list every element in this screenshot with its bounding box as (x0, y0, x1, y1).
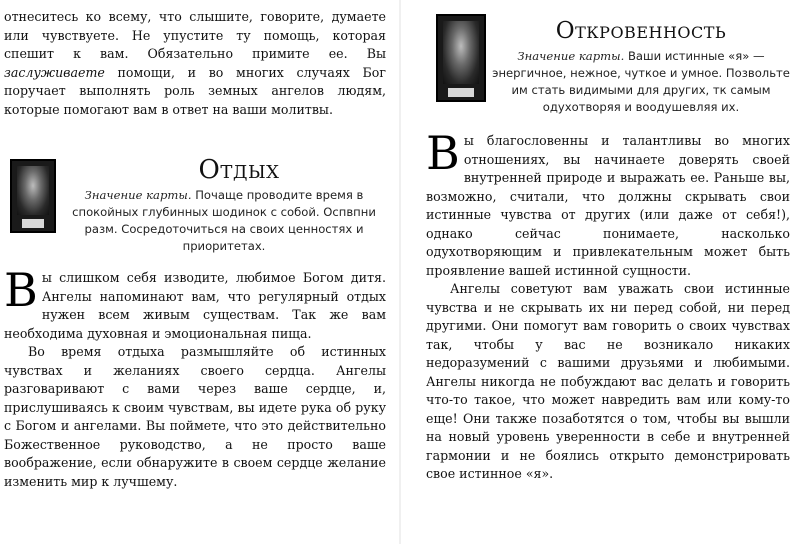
card-rest-title: Отдых (198, 155, 280, 185)
openness-dropcap: В (426, 126, 460, 180)
text-run: отнеситесь ко всему, что слышите, говорите, думаете или чувствуете. Не упустите ту помощь, которая спешит к вам. Обязательно примите ее. Вы (4, 9, 386, 61)
card-openness-block (426, 8, 790, 116)
card-openness-meaning-text: Ваши истинные «я» — энергичное, нежное, чуткое и умное. Позвольте им стать видимыми для других, тк самым одухотворяя и воодушевляя их. (492, 49, 790, 114)
emphasis-text: заслуживаете (4, 64, 105, 80)
rest-dropcap: В (4, 263, 38, 317)
openness-paragraph-1 (426, 126, 790, 280)
openness-paragraph-2: Ангелы советуют вам уважать свои истинные чувства и не скрывать их ни перед собой, ни перед другими. Они помогут вам говорить о своих чувствах так, чтобы у вас не возникало никаких недоразумений с вашими друзьями и любимыми. Ангелы никогда не побуждают вас делать и говорить что-то такое, что может навредить вам или кому-то еще! Они также позаботятся о том, чтобы вы вышли на новый уровень уверенности в себе и внутренней гармонии и не боялись открыто демонстрировать свое истинное «я». (426, 281, 790, 481)
card-rest-meaning-lead: Значение карты. (84, 188, 192, 202)
rest-paragraph-1-text: ы слишком себя изводите, любимое Богом дитя. Ангелы напоминают вам, что регулярный отдых нужен всем живым существам. Так же вам необходима духовная и эмоциональная пища. (4, 270, 386, 341)
card-rest-meaning (62, 187, 386, 255)
card-openness-meaning-lead: Значение карты. (517, 49, 625, 63)
card-rest-meaning-text: Почаще проводите время в спокойных глубинных шодинок с собой. Оспвпни разм. Сосредоточиться на своих ценностях и приоритетах. (72, 188, 376, 253)
card-rest-block (4, 155, 386, 255)
rest-paragraph-1 (4, 263, 386, 343)
card-rest-image (10, 159, 56, 233)
card-openness-meaning (492, 48, 790, 116)
card-openness-title: Откровенность (555, 18, 727, 44)
right-page (400, 0, 800, 544)
rest-paragraph-2: Во время отдыха размышляйте об истинных чувствах и желаниях своего сердца. Ангелы разговаривают с вами через ваше сердце, и, прислушиваясь к своим чувствам, вы идете рука об руку с Богом и ангелами. Вы поймете, что это действительно Божественное руководство, а не просто ваше воображение, если обнаружите в своем сердце желание изменить мир к лучшему. (4, 344, 386, 489)
openness-paragraph-1-text: ы благословенны и талантливы во многих отношениях, вы начинаете доверять своей внутренней природе и выражать ее. Раньше вы, возможно, считали, что должны скрывать свои истинные чувства от других (или даже от себя!), однако сейчас понимаете, насколько одухотворяющим и привлекательным может быть проявление вашей истинной сущности. (426, 133, 790, 278)
card-openness-image (436, 14, 486, 102)
left-top-paragraph (4, 8, 386, 119)
text-run: помощи, и во многих случаях Бог поручает выполнять роль земных ангелов людям, которые помогают вам в ответ на ваши молитвы. (4, 64, 386, 117)
